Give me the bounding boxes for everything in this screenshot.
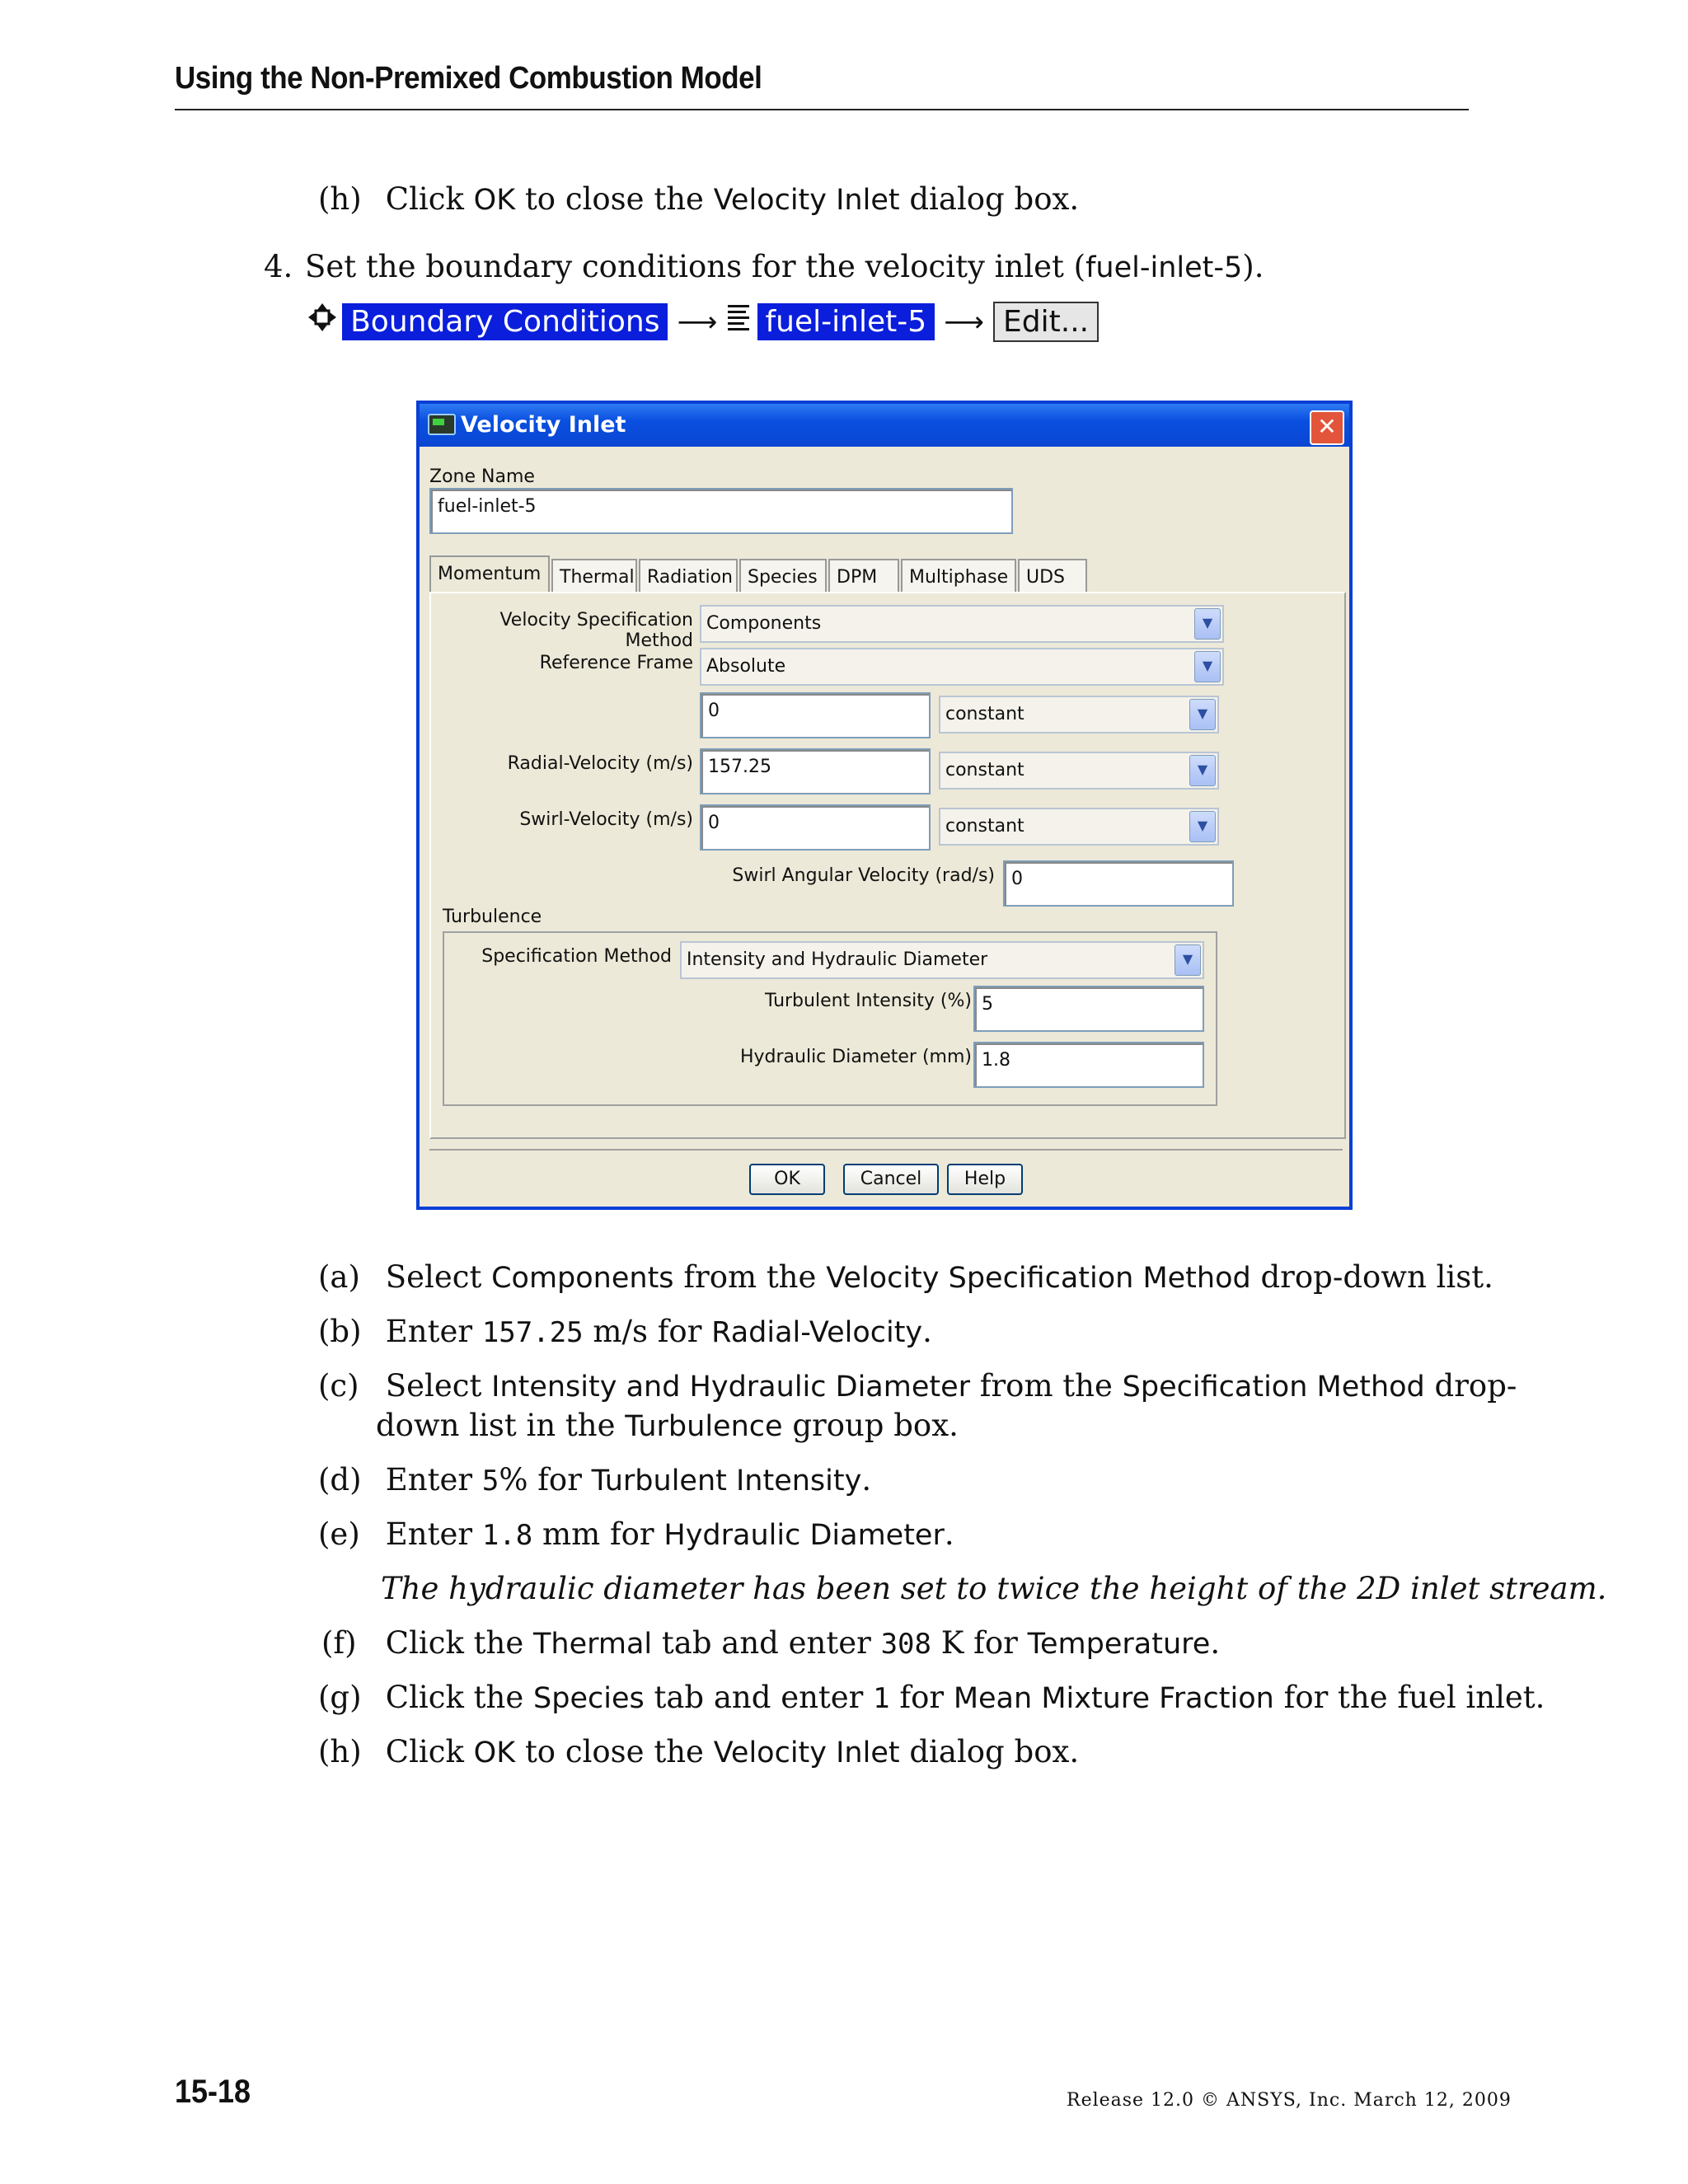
button-divider — [429, 1149, 1343, 1151]
step-a: (a) Select Components from the Velocity Specification Method drop-down list. — [318, 1259, 1493, 1295]
velocity-inlet-dialog — [416, 401, 1353, 1210]
step-h: (h) Click OK to close the Velocity Inlet dialog box. — [318, 1734, 1080, 1769]
step-e: (e) Enter 1.8 mm for Hydraulic Diameter. — [318, 1516, 954, 1552]
nav-arrow-2: ⟶ — [944, 306, 984, 339]
axial-profile-select[interactable]: constant ▼ — [939, 696, 1219, 733]
chevron-down-icon: ▼ — [1189, 755, 1216, 786]
tab-thermal[interactable]: Thermal — [551, 559, 637, 592]
ok-button[interactable]: OK — [749, 1164, 825, 1195]
cancel-button[interactable]: Cancel — [843, 1164, 939, 1195]
tab-multiphase[interactable]: Multiphase — [901, 559, 1016, 592]
dialog-title: Velocity Inlet — [461, 412, 626, 438]
list-icon — [726, 303, 753, 331]
move-arrows-icon — [307, 302, 338, 333]
hydraulic-diameter-label: Hydraulic Diameter (mm) — [739, 1047, 972, 1067]
tab-uds[interactable]: UDS — [1018, 559, 1087, 592]
chevron-down-icon: ▼ — [1175, 944, 1201, 976]
momentum-panel — [429, 592, 1346, 1139]
nav-arrow-1: ⟶ — [677, 306, 718, 339]
zone-name-label: Zone Name — [429, 466, 535, 487]
reference-frame-label: Reference Frame — [539, 653, 693, 673]
step-c-continued: down list in the Turbulence group box. — [376, 1408, 959, 1443]
tab-bar — [429, 559, 1344, 595]
tab-dpm[interactable]: DPM — [828, 559, 899, 592]
hydraulic-diameter-input[interactable]: 1.8 — [973, 1042, 1204, 1088]
nav-fuel-inlet-5[interactable]: fuel-inlet-5 — [757, 303, 935, 340]
dialog-titlebar — [420, 404, 1349, 447]
step-4: 4. Set the boundary conditions for the velocity inlet (fuel-inlet-5). — [264, 249, 1264, 284]
axial-velocity-input[interactable]: 0 — [700, 692, 931, 738]
swirl-angular-label: Swirl Angular Velocity (rad/s) — [732, 865, 995, 886]
header-rule — [175, 109, 1469, 110]
spec-method-label: Specification Method — [481, 946, 672, 967]
navigation-path — [307, 302, 1099, 339]
page-header-title: Using the Non-Premixed Combustion Model — [175, 61, 762, 96]
chevron-down-icon: ▼ — [1189, 699, 1216, 730]
step-e-note: The hydraulic diameter has been set to twice the height of the 2D inlet stream. — [381, 1571, 1607, 1606]
chevron-down-icon: ▼ — [1194, 608, 1221, 640]
radial-velocity-label: Radial-Velocity (m/s) — [507, 753, 693, 774]
turbulent-intensity-label: Turbulent Intensity (%) — [764, 991, 972, 1011]
turbulence-group-box — [443, 931, 1217, 1106]
swirl-velocity-input[interactable]: 0 — [700, 804, 931, 851]
help-button[interactable]: Help — [947, 1164, 1023, 1195]
velocity-spec-select[interactable]: Components ▼ — [700, 605, 1224, 643]
page-number: 15-18 — [175, 2074, 251, 2110]
step-d: (d) Enter 5% for Turbulent Intensity. — [318, 1462, 872, 1497]
close-button[interactable]: ✕ — [1310, 410, 1344, 445]
release-note: Release 12.0 © ANSYS, Inc. March 12, 2009 — [1067, 2090, 1512, 2111]
tab-momentum[interactable]: Momentum — [429, 555, 550, 592]
step-f: (f) Click the Thermal tab and enter 308 K for Temperature. — [321, 1625, 1221, 1661]
swirl-velocity-label: Swirl-Velocity (m/s) — [519, 809, 693, 830]
nav-boundary-conditions[interactable]: Boundary Conditions — [342, 303, 668, 340]
chevron-down-icon: ▼ — [1189, 811, 1216, 842]
reference-frame-select[interactable]: Absolute ▼ — [700, 648, 1224, 686]
nav-edit-button[interactable]: Edit... — [993, 302, 1099, 342]
turbulent-intensity-input[interactable]: 5 — [973, 986, 1204, 1032]
turbulence-spec-select[interactable]: Intensity and Hydraulic Diameter ▼ — [680, 941, 1204, 979]
step-c: (c) Select Intensity and Hydraulic Diameter from the Specification Method drop- — [318, 1368, 1517, 1404]
chevron-down-icon: ▼ — [1194, 651, 1221, 682]
velocity-spec-label: Velocity Specification Method — [499, 610, 693, 651]
step-g: (g) Click the Species tab and enter 1 for Mean Mixture Fraction for the fuel inlet. — [318, 1680, 1545, 1715]
intro-step-h: (h) Click OK to close the Velocity Inlet dialog box. — [318, 181, 1080, 217]
turbulence-group-label: Turbulence — [443, 907, 542, 927]
tab-species[interactable]: Species — [739, 559, 827, 592]
zone-name-input[interactable]: fuel-inlet-5 — [429, 488, 1013, 534]
swirl-profile-select[interactable]: constant ▼ — [939, 808, 1219, 846]
app-icon — [428, 414, 456, 435]
radial-profile-select[interactable]: constant ▼ — [939, 752, 1219, 790]
step-b: (b) Enter 157.25 m/s for Radial-Velocity. — [318, 1314, 932, 1349]
radial-velocity-input[interactable]: 157.25 — [700, 748, 931, 794]
tab-radiation[interactable]: Radiation — [639, 559, 738, 592]
swirl-angular-input[interactable]: 0 — [1003, 860, 1234, 907]
